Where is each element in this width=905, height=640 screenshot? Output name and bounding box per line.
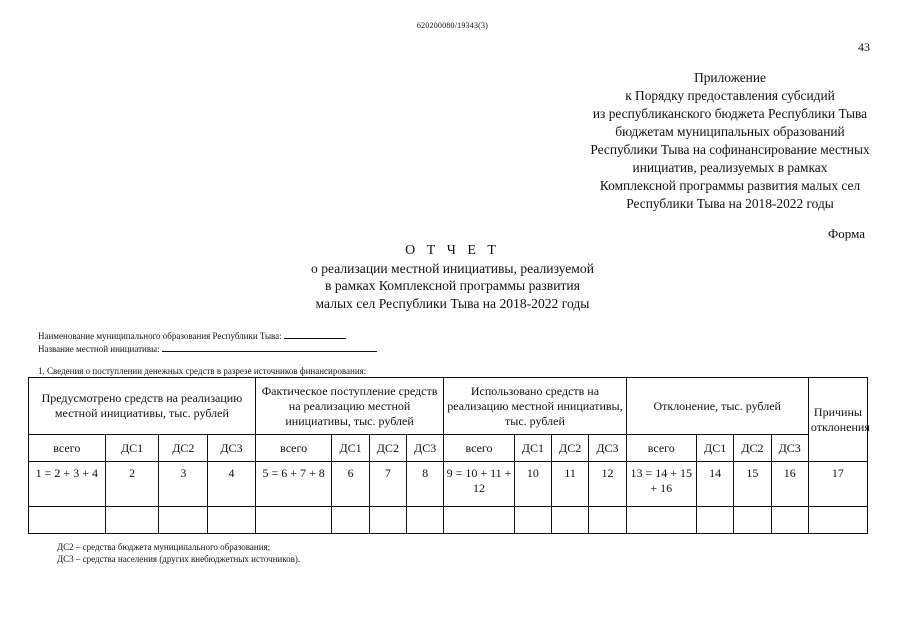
- subheader-cell: ДС2: [734, 435, 771, 462]
- empty-cell[interactable]: [105, 507, 159, 534]
- column-number-cell: 10: [514, 462, 551, 507]
- subheader-cell: ДС3: [771, 435, 808, 462]
- empty-cell[interactable]: [514, 507, 551, 534]
- column-number-cell: 12: [589, 462, 626, 507]
- column-number-cell: 17: [808, 462, 867, 507]
- column-number-cell: 16: [771, 462, 808, 507]
- column-number-cell: 11: [552, 462, 589, 507]
- empty-cell[interactable]: [808, 507, 867, 534]
- table-row: [29, 507, 868, 534]
- empty-cell[interactable]: [771, 507, 808, 534]
- subheader-cell: ДС1: [105, 435, 159, 462]
- subheader-cell: ДС2: [552, 435, 589, 462]
- subheader-cell: ДС1: [514, 435, 551, 462]
- group-header-planned: Предусмотрено средств на реализацию местной инициативы, тыс. рублей: [29, 378, 256, 435]
- appendix-line: Комплексной программы развития малых сел: [599, 178, 861, 193]
- column-number-cell: 5 = 6 + 7 + 8: [255, 462, 332, 507]
- subheader-cell: ДС1: [697, 435, 734, 462]
- empty-cell[interactable]: [332, 507, 369, 534]
- page-number: 43: [858, 40, 870, 54]
- subheader-cell: всего: [29, 435, 106, 462]
- empty-cell[interactable]: [552, 507, 589, 534]
- subheader-cell: ДС2: [159, 435, 208, 462]
- subheader-cell: ДС3: [407, 435, 444, 462]
- municipality-input-line[interactable]: [284, 329, 346, 339]
- report-title-line: в рамках Комплексной программы развития: [325, 278, 580, 293]
- subheader-cell: всего: [444, 435, 514, 462]
- municipality-label: Наименование муниципального образования Республики Тыва:: [38, 331, 282, 341]
- empty-cell[interactable]: [626, 507, 696, 534]
- group-header-reasons: Причины отклонения: [808, 378, 867, 462]
- report-heading: О Т Ч Е Т: [405, 243, 500, 258]
- empty-cell[interactable]: [369, 507, 406, 534]
- initiative-input-line[interactable]: [162, 342, 377, 352]
- subheader-cell: всего: [626, 435, 696, 462]
- section-title: 1. Сведения о поступлении денежных средств в разрезе источников финансирования:: [38, 366, 367, 376]
- column-number-cell: 6: [332, 462, 369, 507]
- empty-cell[interactable]: [29, 507, 106, 534]
- document-number: 620200080/19343(3): [416, 21, 489, 30]
- form-label: Форма: [828, 226, 865, 241]
- column-number-cell: 7: [369, 462, 406, 507]
- empty-cell[interactable]: [208, 507, 256, 534]
- column-number-cell: 15: [734, 462, 771, 507]
- subheader-cell: ДС2: [369, 435, 406, 462]
- appendix-line: Республики Тыва на софинансирование местных: [590, 142, 870, 157]
- municipality-field: [38, 329, 377, 342]
- appendix-line: бюджетам муниципальных образований: [615, 124, 845, 139]
- group-header-used: Использовано средств на реализацию местной инициативы, тыс. рублей: [444, 378, 626, 435]
- footnote: ДС2 – средства бюджета муниципального образования;: [57, 542, 271, 552]
- column-number-cell: 9 = 10 + 11 + 12: [444, 462, 514, 507]
- appendix-line: к Порядку предоставления субсидий: [625, 88, 835, 103]
- report-table: [28, 377, 868, 534]
- appendix-block: [520, 69, 905, 213]
- report-title: [0, 242, 905, 312]
- group-header-actual: Фактическое поступление средств на реализацию местной инициативы, тыс. рублей: [255, 378, 444, 435]
- initiative-field: [38, 342, 377, 355]
- footnotes: [57, 541, 300, 565]
- group-header-deviation: Отклонение, тыс. рублей: [626, 378, 808, 435]
- column-number-cell: 14: [697, 462, 734, 507]
- empty-cell[interactable]: [159, 507, 208, 534]
- footnote: ДС3 – средства населения (других внебюджетных источников).: [57, 554, 301, 564]
- subheader-cell: ДС3: [589, 435, 626, 462]
- empty-cell[interactable]: [444, 507, 514, 534]
- appendix-line: инициатив, реализуемых в рамках: [632, 160, 828, 175]
- subheader-cell: ДС1: [332, 435, 369, 462]
- empty-cell[interactable]: [697, 507, 734, 534]
- initiative-label: Название местной инициативы:: [38, 344, 160, 354]
- subheader-cell: ДС3: [208, 435, 256, 462]
- report-title-line: малых сел Республики Тыва на 2018-2022 годы: [315, 295, 590, 311]
- report-title-line: о реализации местной инициативы, реализуемой: [311, 260, 594, 276]
- appendix-line: из республиканского бюджета Республики Тыва: [592, 106, 868, 121]
- column-number-cell: 2: [105, 462, 159, 507]
- empty-cell[interactable]: [255, 507, 332, 534]
- column-number-cell: 8: [407, 462, 444, 507]
- empty-cell[interactable]: [407, 507, 444, 534]
- appendix-line: Приложение: [694, 70, 766, 85]
- empty-cell[interactable]: [589, 507, 626, 534]
- meta-fields: [38, 329, 377, 355]
- column-number-cell: 4: [208, 462, 256, 507]
- column-number-cell: 1 = 2 + 3 + 4: [29, 462, 106, 507]
- empty-cell[interactable]: [734, 507, 771, 534]
- subheader-cell: всего: [255, 435, 332, 462]
- appendix-line: Республики Тыва на 2018-2022 годы: [626, 196, 834, 211]
- column-number-cell: 13 = 14 + 15 + 16: [626, 462, 696, 507]
- column-number-cell: 3: [159, 462, 208, 507]
